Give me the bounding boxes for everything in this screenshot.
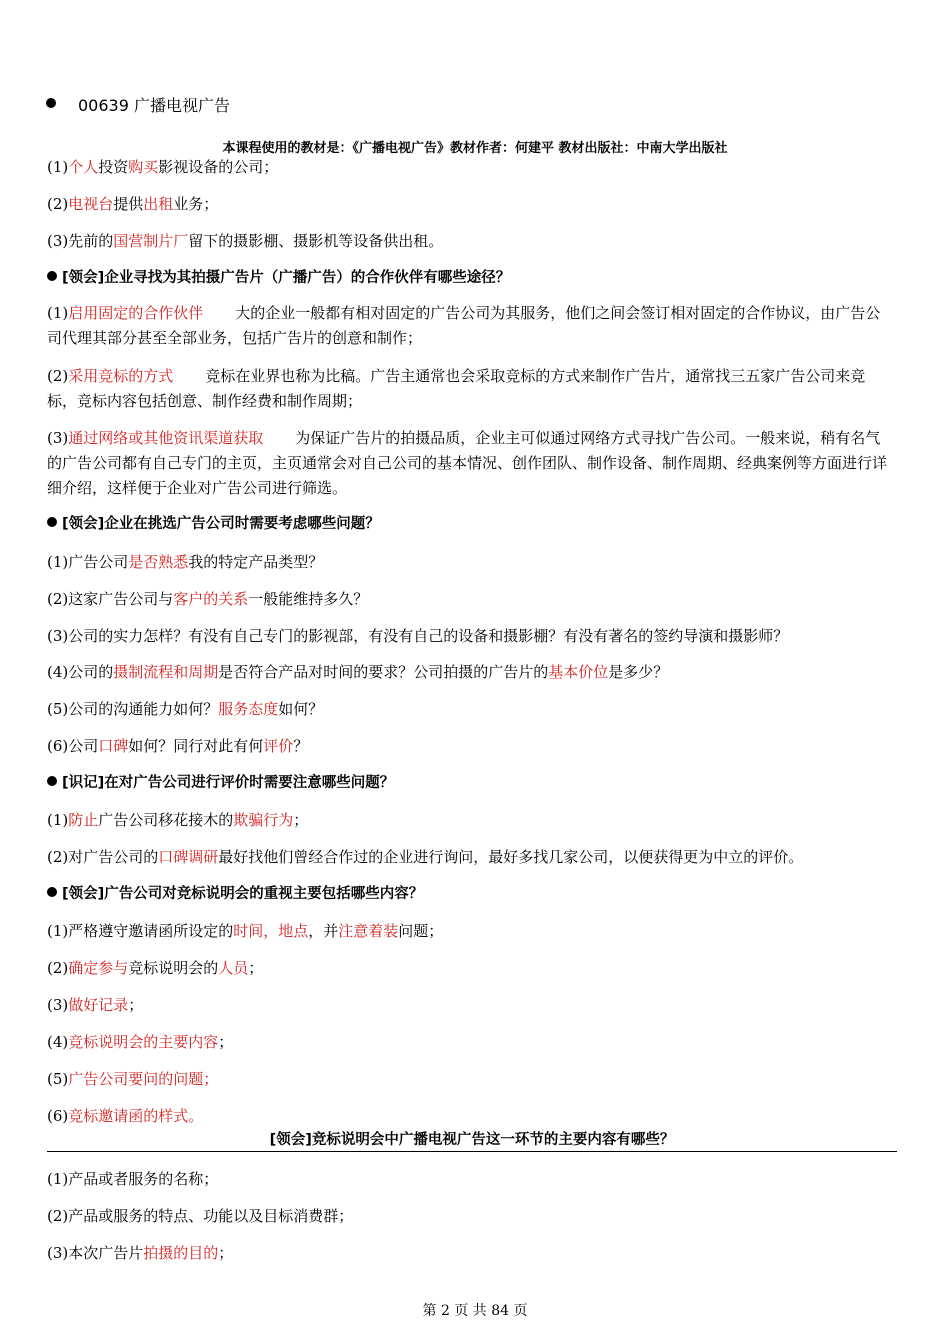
bullet-icon: [46, 98, 56, 108]
question-heading: [领会]企业在挑选广告公司时需要考虑哪些问题？: [47, 515, 380, 533]
course-title: 00639 广播电视广告: [78, 96, 230, 115]
list-item: (3)本次广告片拍摄的目的；: [47, 1244, 234, 1262]
list-item: (3)先前的国营制片厂留下的摄影棚、摄影机等设备供出租。: [47, 232, 444, 250]
bullet-icon: [47, 887, 57, 897]
question-heading: [领会]竞标说明会中广播电视广告这一环节的主要内容有哪些？: [269, 1132, 675, 1148]
list-item: (2)采用竞标的方式 竞标在业界也称为比稿。广告主通常也会采取竞标的方式来制作广告片，通常找三五家广告公司来竞标，竞标内容包括创意、制作经费和制作周期；: [47, 367, 866, 410]
list-item: (2)电视台提供出租业务；: [47, 195, 219, 213]
list-item: (5)广告公司要问的问题；: [47, 1070, 219, 1088]
bullet-icon: [47, 271, 57, 281]
divider: [47, 1151, 897, 1152]
list-item: (1)广告公司是否熟悉我的特定产品类型？: [47, 553, 324, 571]
list-item: (5)公司的沟通能力如何？服务态度如何？: [47, 700, 324, 718]
list-item: (6)公司口碑如何？同行对此有何评价？: [47, 737, 309, 755]
list-item: (3)做好记录；: [47, 996, 144, 1014]
textbook-info: 本课程使用的教材是：《广播电视广告》教材作者：何建平 教材出版社：中南大学出版社: [222, 141, 728, 156]
bullet-icon: [47, 776, 57, 786]
list-item: (4)竞标说明会的主要内容；: [47, 1033, 234, 1051]
list-item: (2)对广告公司的口碑调研最好找他们曾经合作过的企业进行询问，最好多找几家公司，以便获得更为中立的评价。: [47, 848, 804, 866]
list-item: (1)防止广告公司移花接木的欺骗行为；: [47, 811, 309, 829]
list-item: (1)个人投资购买影视设备的公司；: [47, 158, 279, 176]
list-item: (1)产品或者服务的名称；: [47, 1170, 219, 1188]
list-item: (2)这家广告公司与客户的关系一般能维持多久？: [47, 590, 369, 608]
list-item: (2)确定参与竞标说明会的人员；: [47, 959, 264, 977]
question-heading: [领会]广告公司对竞标说明会的重视主要包括哪些内容？: [47, 885, 423, 903]
question-heading: [识记]在对广告公司进行评价时需要注意哪些问题？: [47, 774, 394, 792]
list-item: (6)竞标邀请函的样式。: [47, 1107, 204, 1125]
question-heading: [领会]企业寻找为其拍摄广告片（广播广告）的合作伙伴有哪些途径？: [47, 269, 510, 287]
list-item: (2)产品或服务的特点、功能以及目标消费群；: [47, 1207, 354, 1225]
list-item: (1)启用固定的合作伙伴 大的企业一般都有相对固定的广告公司为其服务，他们之间会签订相对固定的合作协议，由广告公司代理其部分甚至全部业务，包括广告片的创意和制作；: [47, 304, 881, 347]
page-number: 第 2 页 共 84 页: [422, 1303, 528, 1319]
bullet-icon: [47, 517, 57, 527]
list-item: (4)公司的摄制流程和周期是否符合产品对时间的要求？公司拍摄的广告片的基本价位是多少？: [47, 663, 669, 681]
list-item: (1)严格遵守邀请函所设定的时间，地点，并注意着装问题；: [47, 922, 444, 940]
list-item: (3)通过网络或其他资讯渠道获取 为保证广告片的拍摄品质，企业主可似通过网络方式寻找广告公司。一般来说，稍有名气的广告公司都有自己专门的主页，主页通常会对自己公司的基本情况、创作团队、制作设备、制作周期、经典案例等方面进行详细介绍，这样便于企业对广告公司进行筛选。: [47, 429, 888, 497]
list-item: (3)公司的实力怎样？有没有自己专门的影视部，有没有自己的设备和摄影棚？有没有著名的签约导演和摄影师？: [47, 627, 789, 645]
